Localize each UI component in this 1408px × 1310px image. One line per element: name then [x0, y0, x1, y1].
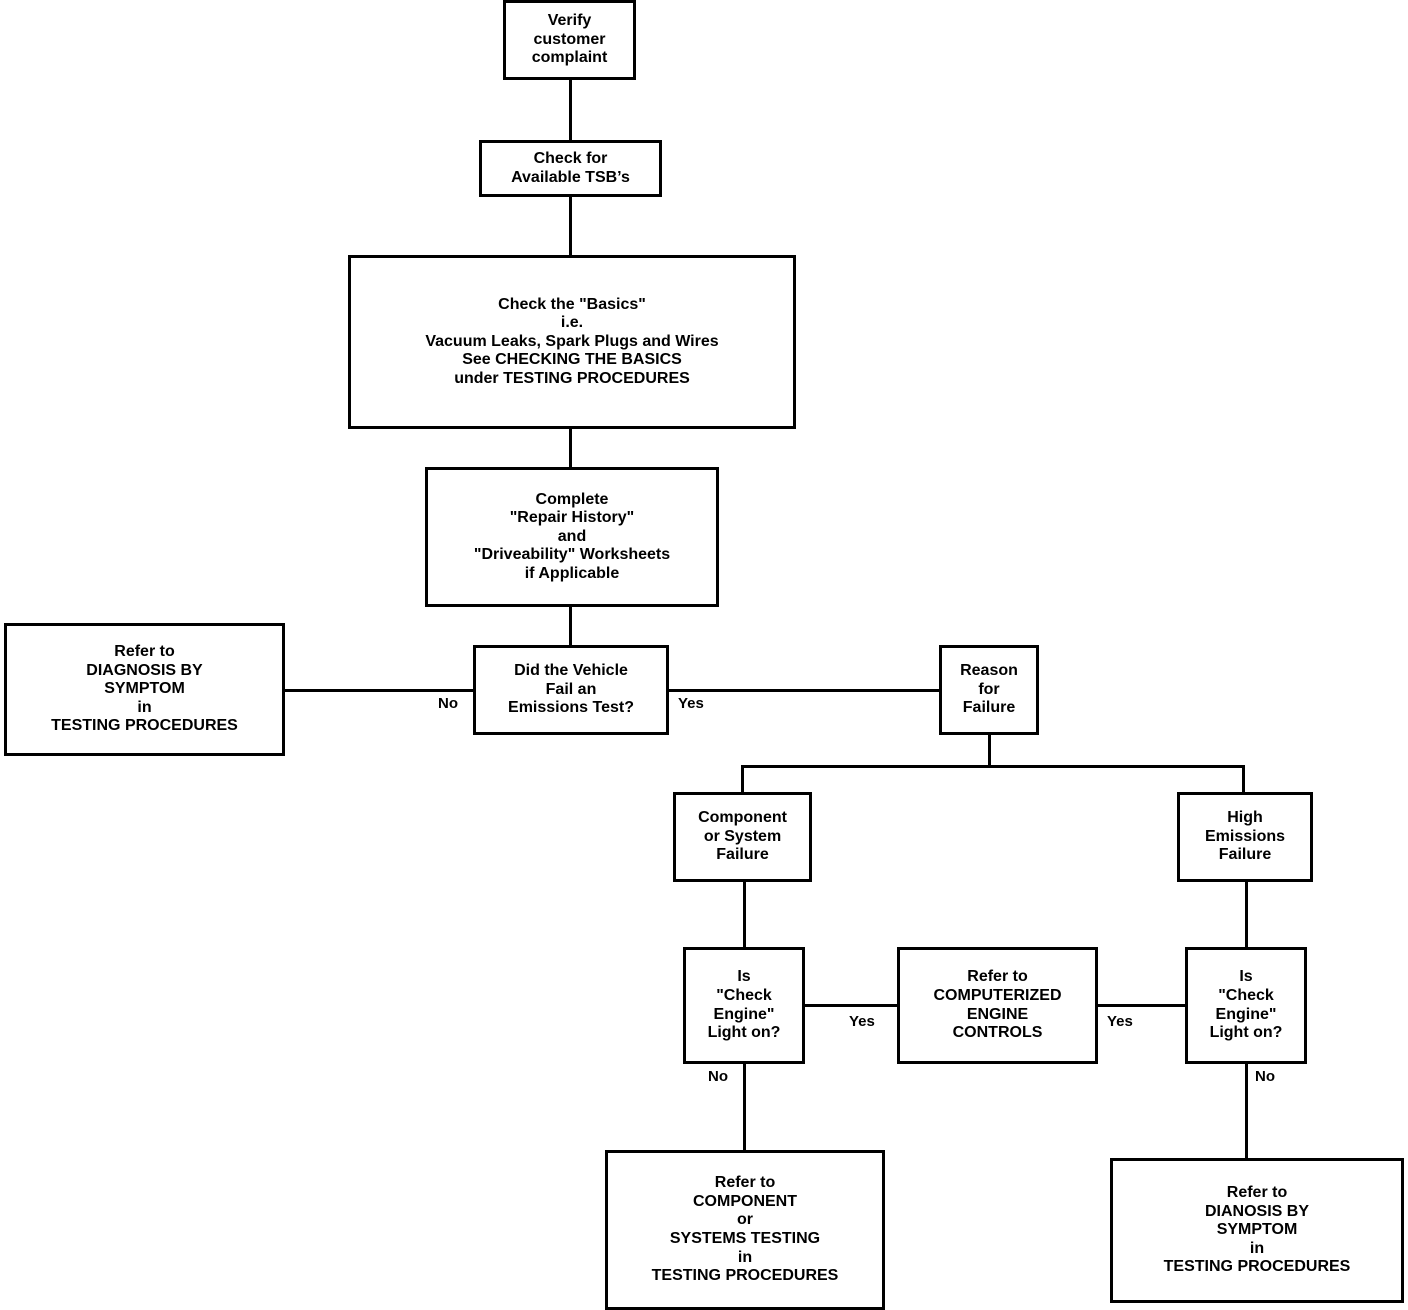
node-refer-to-component-or-systems-testing — [605, 1150, 885, 1310]
node-component-or-system-failure — [673, 792, 812, 882]
node-text-line: CONTROLS — [952, 1024, 1043, 1042]
edge-component-to-check-engine-left — [743, 882, 746, 947]
node-text-line: DIAGNOSIS BY — [86, 661, 203, 679]
edge-check-engine-left-to-component-testing — [743, 1064, 746, 1150]
node-text-line: complaint — [531, 49, 608, 67]
node-verify-customer-complaint — [503, 0, 636, 80]
node-text-line: or — [737, 1211, 753, 1229]
edge-basics-to-worksheets — [569, 429, 572, 467]
node-check-the-basics — [348, 255, 796, 429]
edge-label-no-fail-test: No — [438, 695, 458, 712]
edge-worksheets-to-failtest — [569, 607, 572, 645]
node-check-available-tsbs — [479, 140, 662, 197]
node-is-check-engine-light-on-right — [1185, 947, 1307, 1064]
node-text-line: See CHECKING THE BASICS — [462, 351, 682, 369]
node-text-line: Failure — [716, 846, 769, 864]
node-is-check-engine-light-on-left — [683, 947, 805, 1064]
edge-reason-split-horizontal — [741, 765, 1245, 768]
node-did-vehicle-fail-emissions-test — [473, 645, 669, 735]
node-complete-worksheets — [425, 467, 719, 607]
node-text-line: in — [737, 1248, 753, 1266]
node-text-line: Check for — [533, 149, 608, 167]
node-text-line: in — [1249, 1239, 1265, 1257]
edge-split-to-high-emissions — [1242, 765, 1245, 792]
node-text-line: Light on? — [707, 1024, 781, 1042]
edge-computerized-to-check-engine-right — [1098, 1004, 1185, 1007]
node-text-line: Failure — [1218, 846, 1272, 864]
edge-label-no-check-engine-right: No — [1255, 1068, 1275, 1085]
node-refer-to-computerized-engine-controls — [897, 947, 1098, 1064]
node-text-line: if Applicable — [524, 564, 620, 582]
node-text-line: "Check — [716, 986, 772, 1004]
node-text-line: "Check — [1218, 986, 1274, 1004]
node-text-line: High — [1227, 809, 1263, 827]
node-refer-to-diagnosis-by-symptom — [4, 623, 285, 756]
node-text-line: ENGINE — [966, 1005, 1029, 1023]
node-text-line: Vacuum Leaks, Spark Plugs and Wires — [425, 332, 719, 350]
node-text-line: Did the Vehicle — [514, 662, 628, 680]
node-text-line: SYSTEMS TESTING — [669, 1230, 821, 1247]
node-text-line: "Driveability" Worksheets — [473, 546, 671, 564]
edge-failtest-to-reason — [669, 689, 939, 692]
node-text-line: DIANOSIS BY — [1204, 1202, 1309, 1220]
edge-check-engine-left-to-computerized — [805, 1004, 897, 1007]
edge-check-engine-right-to-dianosis — [1245, 1064, 1248, 1158]
node-text-line: i.e. — [560, 314, 584, 332]
node-text-line: or System — [703, 827, 782, 845]
node-text-line: Available TSB’s — [511, 168, 630, 186]
node-text-line: TESTING PROCEDURES — [651, 1267, 839, 1285]
node-text-line: Refer to — [714, 1174, 776, 1192]
node-text-line: Emissions — [1204, 827, 1286, 845]
node-text-line: Light on? — [1209, 1024, 1283, 1042]
node-text-line: Component — [698, 809, 787, 827]
node-text-line: SYMPTOM — [1216, 1221, 1298, 1239]
node-high-emissions-failure — [1177, 792, 1313, 882]
node-text-line: Reason — [960, 662, 1018, 680]
node-text-line: Fail an — [545, 680, 597, 698]
edge-tsb-to-basics — [569, 197, 572, 255]
node-text-line: and — [557, 527, 587, 545]
node-text-line: Emissions Test? — [508, 699, 634, 717]
edge-high-emissions-to-check-engine-right — [1245, 882, 1248, 947]
node-text-line: TESTING PROCEDURES — [1163, 1258, 1351, 1276]
node-reason-for-failure — [939, 645, 1039, 735]
node-text-line: Engine" — [713, 1005, 775, 1023]
node-text-line: COMPUTERIZED — [933, 986, 1062, 1004]
node-text-line: in — [137, 698, 152, 716]
node-text-line: for — [978, 680, 1000, 698]
node-text-line: Check the "Basics" — [498, 295, 646, 313]
node-text-line: SYMPTOM — [104, 680, 185, 698]
edge-split-to-component — [741, 765, 744, 792]
node-text-line: COMPONENT — [693, 1192, 797, 1210]
edge-label-no-check-engine-left: No — [708, 1068, 728, 1085]
node-refer-to-dianosis-by-symptom — [1110, 1158, 1404, 1303]
node-text-line: Complete — [535, 490, 609, 508]
node-text-line: Refer to — [967, 968, 1028, 986]
node-text-line: Refer to — [114, 643, 175, 661]
node-text-line: "Repair History" — [509, 509, 635, 527]
node-text-line: Is — [737, 968, 751, 986]
edge-verify-to-tsb — [569, 80, 572, 140]
node-text-line: Refer to — [1226, 1184, 1288, 1202]
node-text-line: Failure — [962, 699, 1016, 717]
node-text-line: TESTING PROCEDURES — [51, 717, 238, 735]
node-text-line: Engine" — [1215, 1005, 1277, 1023]
edge-label-yes-check-engine-left: Yes — [849, 1013, 875, 1030]
edge-label-yes-check-engine-right: Yes — [1107, 1013, 1133, 1030]
node-text-line: Verify — [547, 12, 592, 30]
node-text-line: Is — [1239, 968, 1253, 986]
node-text-line: under TESTING PROCEDURES — [454, 369, 690, 387]
edge-label-yes-fail-test: Yes — [678, 695, 704, 712]
edge-failtest-to-symptom-left — [285, 689, 473, 692]
edge-reason-down — [988, 735, 991, 767]
node-text-line: customer — [533, 30, 606, 48]
